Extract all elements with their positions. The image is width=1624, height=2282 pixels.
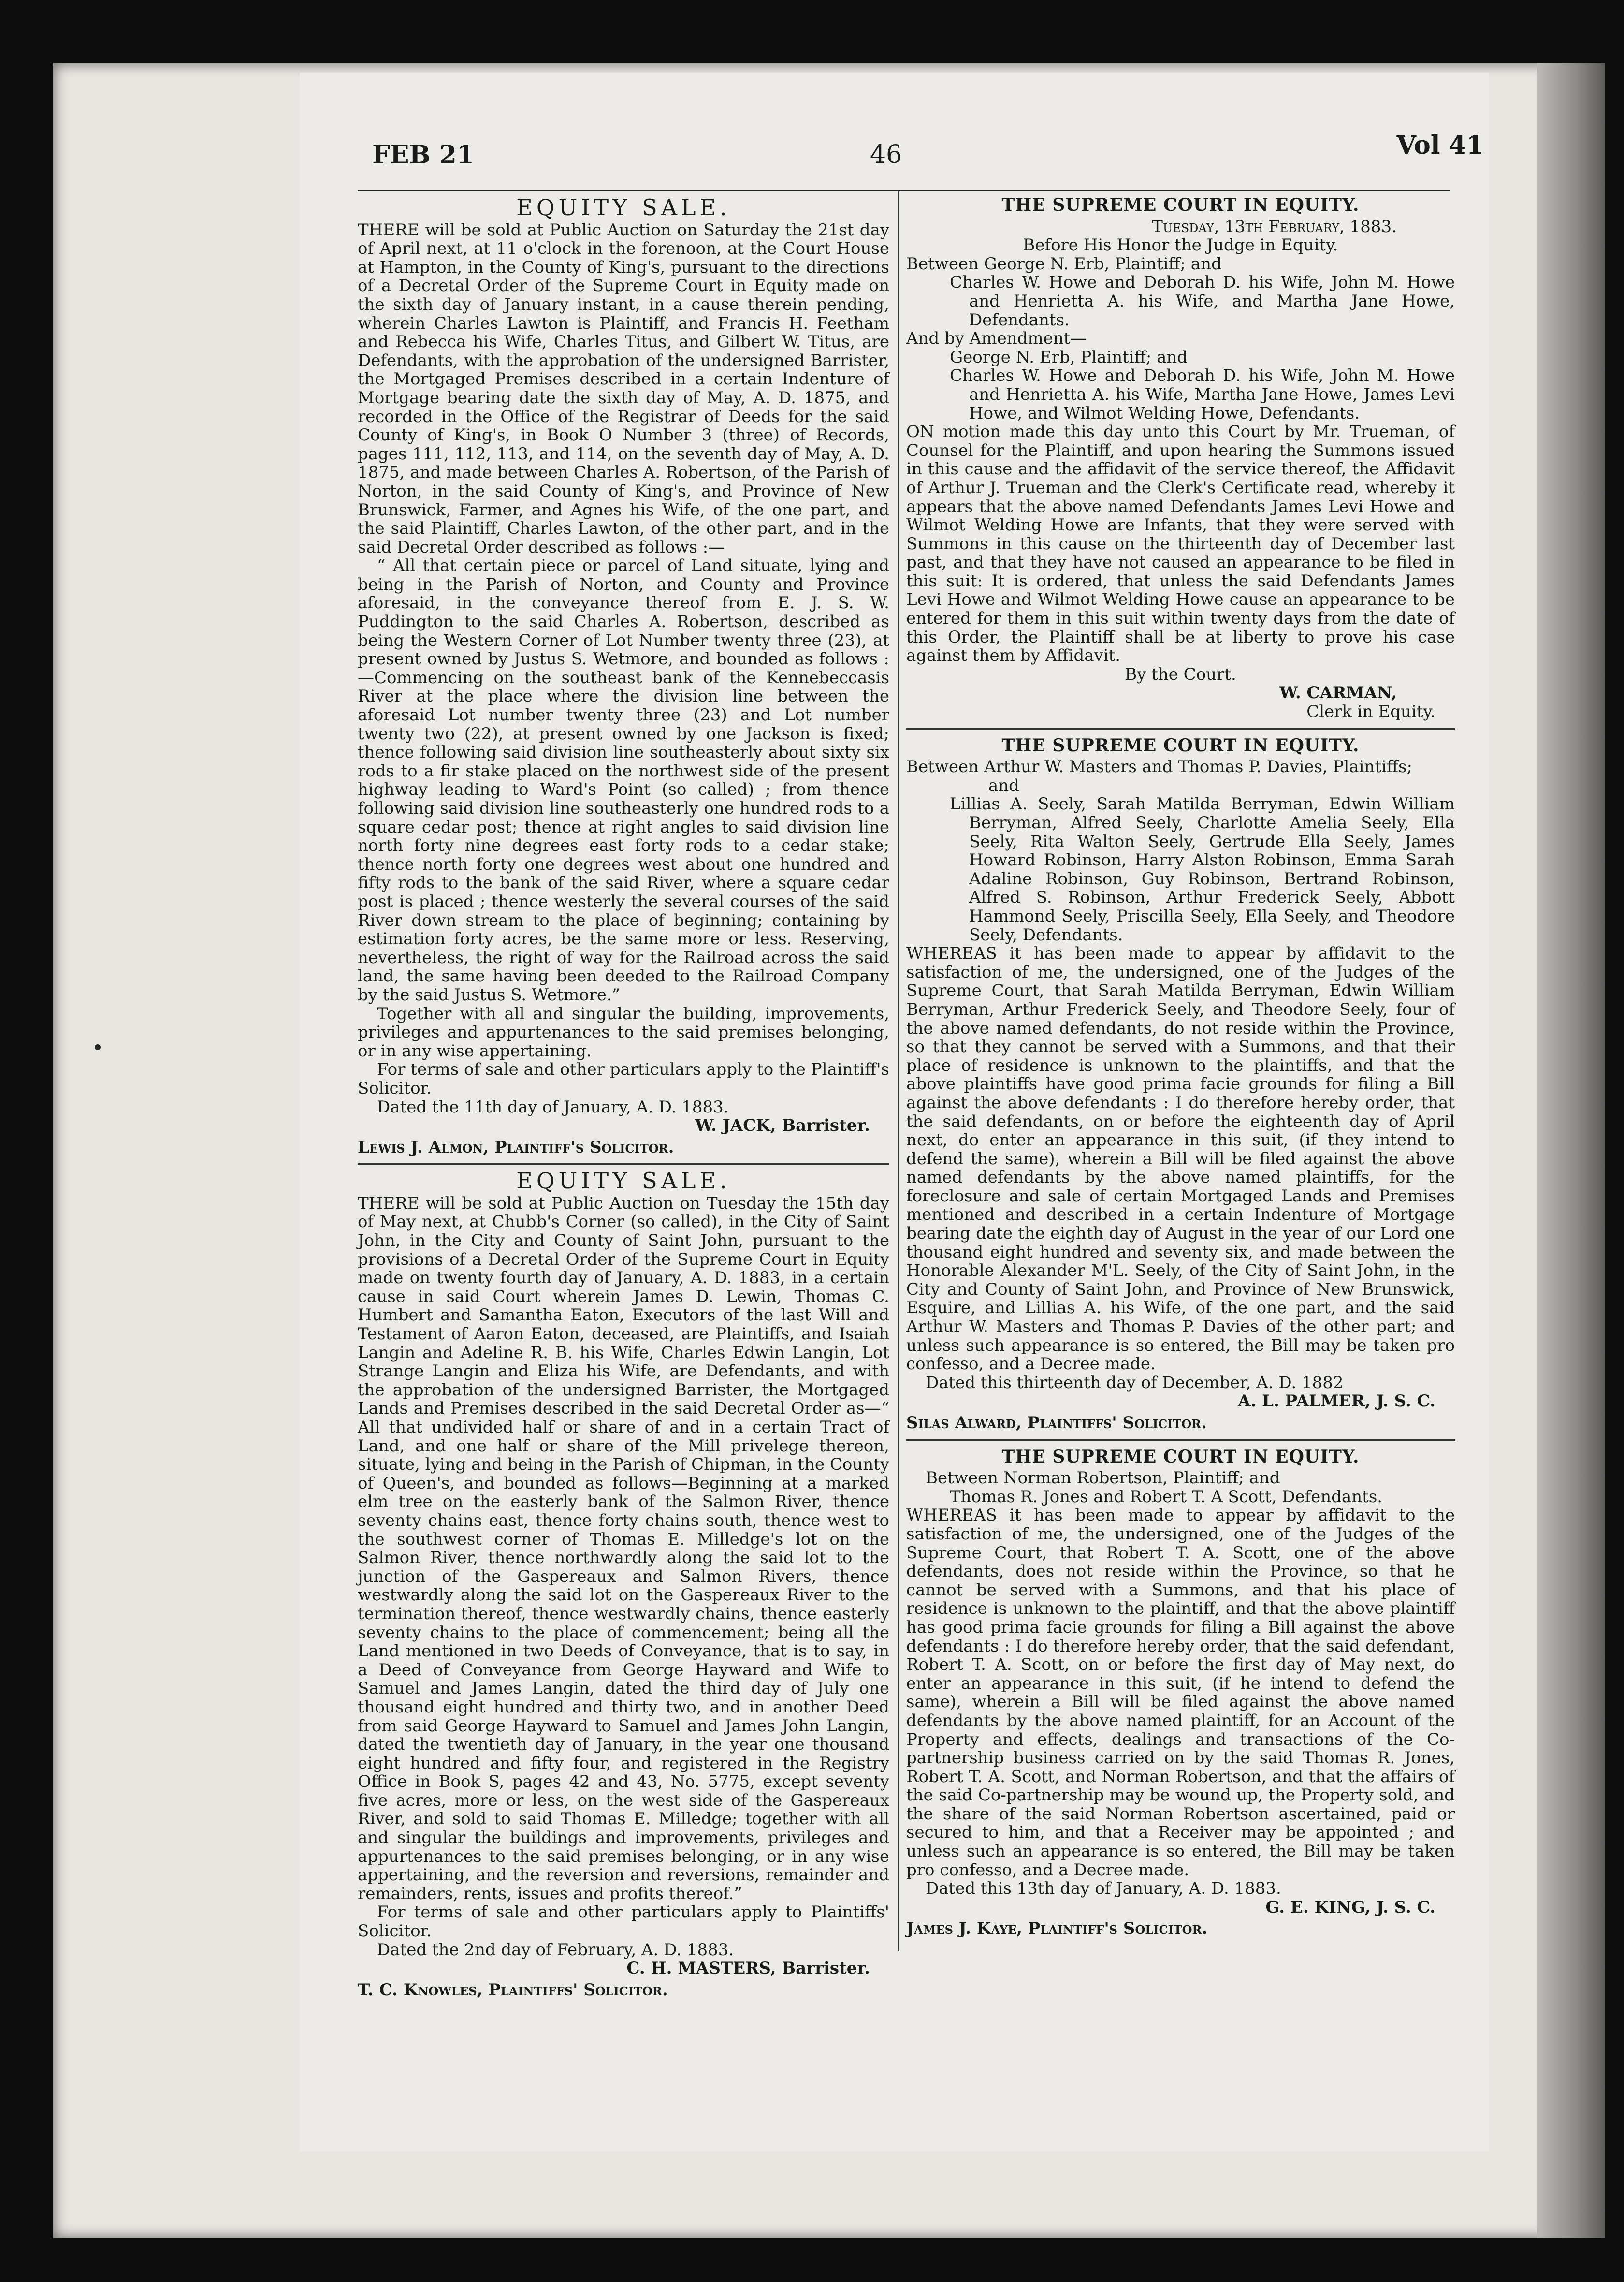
notice-body: THERE will be sold at Public Auction on Saturday the 21st day of April next, at 11 o'clock in the forenoon, at the Court House at Hampton, in the County of King's, pursuant to the directions of a Decretal Order of the Supreme Court in Equity made on the sixth day of January instant, in a cause therein pending, wherein Charles Lawton is Plaintiff, and Francis H. Feetham and Rebecca his Wife, Charles Titus, and Gilbert W. Titus, are Defendants, with the approbation of the undersigned Barrister, the Mortgaged Premises described in a certain Indenture of Mortgage bearing date the sixth day of May, A. D. 1875, and recorded in the Office of the Registrar of Deeds for the said County of King's, in Book O Number 3 (three) of Records, pages 111, 112, 113, and 114, on the seventh day of May, A. D. 1875, and made between Charles A. Robertson, of the Parish of Norton, in the said County of King's, and Province of New Brunswick, Farmer, and Agnes his Wife, of the one part, and the said Plaintiff, Charles Lawton, of the other part, and in the said Decretal Order described as follows :—: [358, 220, 889, 557]
notice-divider: [906, 1439, 1455, 1441]
notice-date: Tuesday, 13th February, 1883.: [1152, 217, 1397, 236]
clerk-title: Clerk in Equity.: [1306, 702, 1436, 722]
page-number: 46: [870, 140, 902, 169]
notice-title: THE SUPREME COURT IN EQUITY.: [1001, 1446, 1360, 1467]
solicitor-line: Lewis J. Almon, Plaintiff's Solicitor.: [358, 1137, 674, 1157]
solicitor-line: T. C. Knowles, Plaintiffs' Solicitor.: [358, 1980, 668, 2000]
notice-divider: [358, 1163, 889, 1165]
defendants-line: Thomas R. Jones and Robert T. A Scott, Defendants.: [950, 1487, 1383, 1507]
amended-defendants: Charles W. Howe and Deborah D. his Wife, John M. Howe and Henrietta A. his Wife, Martha Jane Howe, James Levi Howe, and Wilmot Welding Howe, Defendants.: [950, 366, 1455, 423]
notice-body: THERE will be sold at Public Auction on Tuesday the 15th day of May next, at Chubb's Corner (so called), in the City of Saint John, in the City and County of Saint John, pursuant to the provisions of a Decretal Order of the Supreme Court in Equity made on twenty fourth day of January, A. D. 1883, in a certain cause in said Court wherein James D. Lewin, Thomas C. Humbert and Samantha Eaton, Executors of the last Will and Testament of Aaron Eaton, deceased, are Plaintiffs, and Isaiah Langin and Adeline R. B. his Wife, Charles Edwin Langin, Lot Strange Langin and Eliza his Wife, are Defendants, and with the approbation of the undersigned Barrister, the Mortgaged Lands and Premises described in the said Decretal Order as—“ All that undivided half or share of and in a certain Tract of Land, and one half or share of the Mill privelege thereon, situate, lying and being in the Parish of Chipman, in the County of Queen's, and bounded as follows—Beginning at a marked elm tree on the easterly bank of the Salmon River, thence seventy chains east, thence forty chains south, thence west to the southwest corner of Thomas E. Milledge's lot on the Salmon River, thence northwardly along the said lot to the junction of the Gaspereaux and Salmon Rivers, thence westwardly along the said lot on the Gaspereaux River to the termination thereof, thence westwardly chains, thence easterly seventy chains to the place of commencement; being all the Land mentioned in two Deeds of Conveyance, that is to say, in a Deed of Conveyance from George Hayward and Wife to Samuel and James Langin, dated the third day of July one thousand eight hundred and thirty two, and in another Deed from said George Hayward to Samuel and James John Langin, dated the twentieth day of January, in the year one thousand eight hundred and fifty four, and registered in the Registry Office in Book S, pages 42 and 43, No. 5775, except seventy five acres, more or less, on the west side of the Gaspereaux River, and sold to said Thomas E. Milledge; together with all and singular the buildings and improvements, privileges and appurtenances to the said premises belonging, or in any wise appertaining, and the reversion and reversions, remainder and remainders, rents, issues and profits thereof.”: [358, 1193, 889, 1903]
notice-date: Dated this 13th day of January, A. D. 1883.: [926, 1879, 1281, 1899]
equity-sale-notice-2: [358, 1168, 889, 2000]
notice-date: Dated this thirteenth day of December, A. D. 1882: [926, 1373, 1344, 1392]
solicitor-line: James J. Kaye, Plaintiff's Solicitor.: [906, 1919, 1208, 1939]
solicitor-line: Silas Alward, Plaintiffs' Solicitor.: [906, 1413, 1207, 1433]
barrister-signature: W. JACK, Barrister.: [695, 1116, 870, 1136]
court-notice-3: [906, 1448, 1455, 1938]
page-blemish: [95, 1044, 101, 1050]
judge-signature: G. E. KING, J. S. C.: [1265, 1897, 1436, 1917]
notice-title: EQUITY SALE.: [516, 194, 731, 220]
between-line: Between Arthur W. Masters and Thomas P. Davies, Plaintiffs;: [906, 757, 1412, 777]
between-line: Between Norman Robertson, Plaintiff; and: [926, 1468, 1280, 1488]
terms-of-sale: For terms of sale and other particulars apply to the Plaintiff's Solicitor.: [358, 1060, 889, 1098]
volume-number: Vol 41: [1396, 131, 1484, 160]
notice-date: Dated the 2nd day of February, A. D. 1883.: [377, 1940, 734, 1960]
order-body: WHEREAS it has been made to appear by affidavit to the satisfaction of me, the undersigned, one of the Judges of the Supreme Court, that Robert T. A. Scott, one of the above defendants, does not reside within the Province, so that he cannot be served with a Summons, and that his place of residence is unknown to the plaintiff, and that the above plaintiff has good prima facie grounds for filing a Bill against the above defendants : I do therefore hereby order, that the said defendant, Robert T. A. Scott, on or before the first day of May next, do enter an appearance in this suit, (if he intend to defend the same), wherein a Bill will be filed against the above named defendants by the above named plaintiff, for an Account of the Property and effects, dealings and transactions of the Co-partnership business carried on by the said Thomas R. Jones, Robert T. A. Scott, and Norman Robertson, and that the affairs of the said Co-partnership may be wound up, the Property sold, and the share of the said Norman Robertson ascertained, paid or secured to him, and that a Receiver may be appointed ; and unless such an appearance is so entered, the Bill may be taken pro confesso, and a Decree made.: [906, 1506, 1455, 1880]
order-body: ON motion made this day unto this Court by Mr. Trueman, of Counsel for the Plaintiff, and upon hearing the Summons issued in this cause and the affidavit of the service thereof, the Affidavit of Arthur J. Trueman and the Clerk's Certificate read, whereby it appears that the above named Defendants James Levi Howe and Wilmot Welding Howe are Infants, that they were served with Summons in this cause on the thirteenth day of December last past, and that they have not caused an appearance to be filed in this suit: It is ordered, that unless the said Defendants James Levi Howe and Wilmot Welding Howe cause an appearance to be entered for them in this suit within twenty days from the date of this Order, the Plaintiff shall be at liberty to prove his case against them by Affidavit.: [906, 422, 1455, 666]
equity-sale-notice-1: [358, 194, 889, 1157]
court-notice-2: [906, 736, 1455, 1433]
barrister-signature: C. H. MASTERS, Barrister.: [626, 1959, 870, 1978]
notice-title: EQUITY SALE.: [516, 1168, 731, 1194]
by-the-court: By the Court.: [1125, 664, 1236, 684]
defendants-line: Charles W. Howe and Deborah D. his Wife, John M. Howe and Henrietta A. his Wife, and Martha Jane Howe, Defendants.: [950, 273, 1455, 330]
amended-plaintiff: George N. Erb, Plaintiff; and: [950, 347, 1188, 367]
column-separator: [898, 191, 899, 1951]
page-binding-edge: [1537, 63, 1605, 2238]
before-judge: Before His Honor the Judge in Equity.: [1023, 235, 1338, 255]
court-notice-1: [906, 196, 1455, 721]
judge-signature: A. L. PALMER, J. S. C.: [1238, 1391, 1436, 1411]
clerk-signature: W. CARMAN,: [1279, 683, 1397, 703]
appurtenances-clause: Together with all and singular the building, improvements, privileges and appurtenances to the said premises belonging, or in any wise appertaining.: [358, 1004, 889, 1061]
notice-title: THE SUPREME COURT IN EQUITY.: [1001, 195, 1360, 215]
page-header: [372, 131, 1484, 184]
between-line: Between George N. Erb, Plaintiff; and: [906, 254, 1222, 274]
and-line: and: [988, 775, 1019, 795]
left-column: [358, 194, 889, 2000]
terms-of-sale: For terms of sale and other particulars apply to Plaintiffs' Solicitor.: [358, 1902, 889, 1941]
header-date: FEB 21: [372, 140, 474, 170]
order-body: WHEREAS it has been made to appear by affidavit to the satisfaction of me, the undersigned, one of the Judges of the Supreme Court, that Sarah Matilda Berryman, Edwin William Berryman, Arthur Frederick Seely, and Theodore Seely, four of the above named defendants, do not reside within the Province, so that they cannot be served with a Summons, and that their place of residence is unknown to the plaintiffs, and that the above plaintiffs have good prima facie grounds for filing a Bill against the above defendants : I do therefore hereby order, that the said defendants, on or before the eighteenth day of April next, do enter an appearance in this suit, (if they intend to defend the same), wherein a Bill will be filed against the above named defendants by the above named plaintiffs, for the foreclosure and sale of certain Mortgaged Lands and Premises mentioned and described in a certain Indenture of Mortgage bearing date the eighth day of August in the year of our Lord one thousand eight hundred and seventy six, and made between the Honorable Alexander M'L. Seely, of the City of Saint John, in the City and County of Saint John, and Province of New Brunswick, Esquire, and Lillias A. his Wife, of the one part, and the said Arthur W. Masters and Thomas P. Davies of the other part; and unless such appearance is so entered, the Bill may be taken pro confesso, and a Decree made.: [906, 944, 1455, 1374]
notice-date: Dated the 11th day of January, A. D. 1883.: [377, 1097, 729, 1117]
notice-title: THE SUPREME COURT IN EQUITY.: [1001, 735, 1360, 756]
right-column: [906, 196, 1455, 1938]
amendment-line: And by Amendment—: [906, 329, 1087, 349]
property-description: “ All that certain piece or parcel of Land situate, lying and being in the Parish of Norton, and County and Province aforesaid, in the conveyance thereof from E. J. S. W. Puddington to the said Charles A. Robertson, described as being the Western Corner of Lot Number twenty three (23), at present owned by Justus S. Wetmore, and bounded as follows :—Commencing on the southeast bank of the Kennebeccasis River at the place where the division line between the aforesaid Lot number twenty three (23) and Lot number twenty two (22), at present owned by one Jackson is fixed; thence following said division line southeasterly about sixty six rods to a fir stake placed on the northwest side of the present highway leading to Ward's Point (so called) ; from thence following said division line southeasterly one hundred rods to a square cedar post; thence at right angles to said division line north forty nine degrees east forty rods to a cedar stake; thence north forty one degrees west about one hundred and fifty rods to the bank of the said River, where a square cedar post is placed ; thence westerly the several courses of the said River down stream to the place of beginning; containing by estimation forty acres, be the same more or less. Reserving, nevertheless, the right of way for the Railroad across the said land, the same having been deeded to the Railroad Company by the said Justus S. Wetmore.”: [358, 556, 889, 1005]
defendants-list: Lillias A. Seely, Sarah Matilda Berryman, Edwin William Berryman, Alfred Seely, Charlotte Amelia Seely, Ella Seely, Rita Walton Seely, Gertrude Ella Seely, James Howard Robinson, Harry Alston Robinson, Emma Sarah Adaline Robinson, Guy Robinson, Bertrand Robinson, Alfred S. Robinson, Arthur Frederick Seely, Abbott Hammond Seely, Priscilla Seely, Ella Seely, and Theodore Seely, Defendants.: [950, 794, 1455, 945]
header-rule: [358, 190, 1450, 191]
notice-divider: [906, 728, 1455, 730]
